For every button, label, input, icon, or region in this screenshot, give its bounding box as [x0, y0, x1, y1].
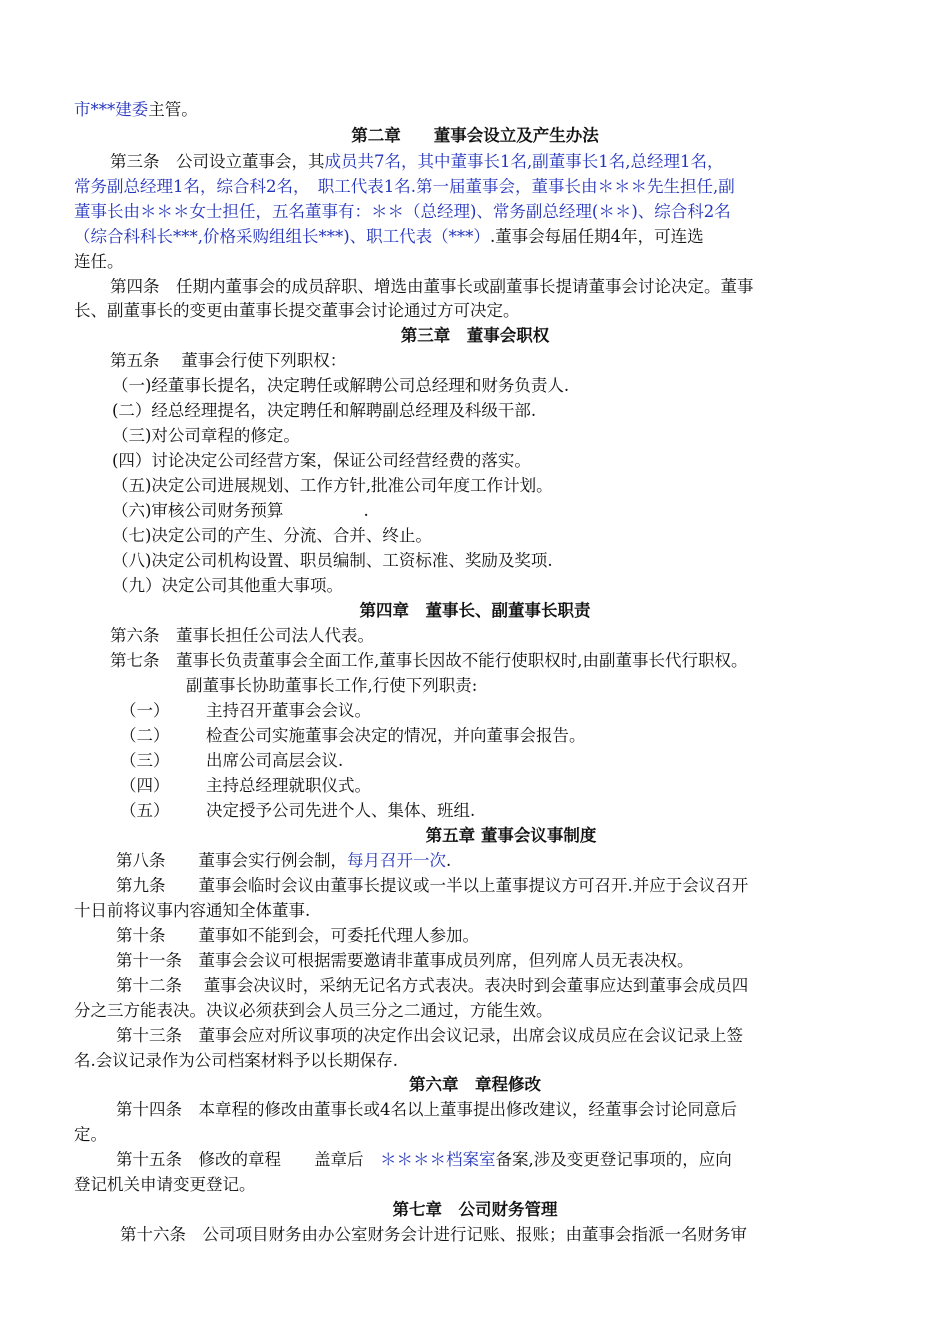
line-intro-supervisor: 市***建委主管。	[74, 100, 198, 119]
article-7-item: （三） 出席公司高层会议.	[120, 751, 344, 770]
article-14-line-1: 第十四条 本章程的修改由董事长或4名以上董事提出修改建议，经董事会讨论同意后	[116, 1100, 737, 1119]
article-7-item: （一） 主持召开董事会会议。	[120, 701, 371, 720]
article-14-line-2: 定。	[74, 1125, 107, 1144]
article-5-item: （三)对公司章程的修定。	[112, 426, 300, 445]
article-16-line-1: 第十六条 公司项目财务由办公室财务会计进行记账、报账；由董事会指派一名财务审	[120, 1225, 747, 1244]
article-5-item: （一)经董事长提名，决定聘任或解聘公司总经理和财务负责人.	[112, 376, 570, 395]
article-3-line-3: 董事长由＊＊＊女士担任，五名董事有：＊＊（总经理)、常务副总经理(＊＊)、综合科2名	[74, 202, 731, 221]
article-9-line-1: 第九条 董事会临时会议由董事长提议或一半以上董事提议方可召开.并应于会议召开	[116, 876, 749, 895]
chapter-4-heading: 第四章 董事长、副董事长职责	[359, 601, 591, 620]
article-3-line-5: 连任。	[74, 252, 124, 271]
article-3-line-4: （综合科科长***,价格采购组组长***)、职工代表（***）.董事会每届任期4年，可连选	[74, 227, 704, 246]
article-5-item: （七)决定公司的产生、分流、合并、终止。	[112, 526, 432, 545]
article-5-item: (二）经总经理提名，决定聘任和解聘副总经理及科级干部.	[112, 401, 537, 420]
chapter-2-heading: 第二章 董事会设立及产生办法	[351, 126, 599, 145]
supervisor-name: 市***建委	[74, 100, 149, 119]
article-7-line-2: 副董事长协助董事长工作,行使下列职责:	[186, 676, 478, 695]
article-5-item: （九）决定公司其他重大事项。	[112, 576, 343, 595]
article-8: 第八条 董事会实行例会制，每月召开一次.	[116, 851, 452, 870]
article-7-item: （五） 决定授予公司先进个人、集体、班组.	[120, 801, 476, 820]
article-5-item: （五)决定公司进展规划、工作方针,批准公司年度工作计划。	[112, 476, 553, 495]
article-7-item: （二） 检查公司实施董事会决定的情况，并向董事会报告。	[120, 726, 586, 745]
article-15-line-2: 登记机关申请变更登记。	[74, 1175, 256, 1194]
article-9-line-2: 十日前将议事内容通知全体董事.	[74, 901, 311, 920]
chapter-5-heading: 第五章 董事会议事制度	[425, 826, 597, 845]
article-3-line-2: 常务副总经理1名，综合科2名， 职工代表1名.第一届董事会，董事长由＊＊＊先生担任,副	[74, 177, 735, 196]
chapter-7-heading: 第七章 公司财务管理	[392, 1200, 558, 1219]
chapter-6-heading: 第六章 章程修改	[409, 1075, 541, 1094]
article-11: 第十一条 董事会会议可根据需要邀请非董事成员列席，但列席人员无表决权。	[116, 951, 694, 970]
article-5-item: （六)审核公司财务预算 .	[112, 501, 369, 520]
article-3-line-1: 第三条 公司设立董事会，其成员共7名，其中董事长1名,副董事长1名,总经理1名，	[110, 152, 724, 171]
article-13-line-2: 名.会议记录作为公司档案材料予以长期保存.	[74, 1051, 398, 1070]
article-7-item: （四） 主持总经理就职仪式。	[120, 776, 371, 795]
article-4-line-2: 长、副董事长的变更由董事长提交董事会讨论通过方可决定。	[74, 301, 520, 320]
article-10: 第十条 董事如不能到会，可委托代理人参加。	[116, 926, 479, 945]
article-5-item: （八)决定公司机构设置、职员编制、工资标准、奖励及奖项.	[112, 551, 553, 570]
article-5-item: (四）讨论决定公司经营方案，保证公司经营经费的落实。	[112, 451, 531, 470]
article-5-intro: 第五条 董事会行使下列职权：	[110, 351, 347, 370]
article-7-line-1: 第七条 董事长负责董事会全面工作,董事长因故不能行使职权时,由副董事长代行职权。	[110, 651, 748, 670]
article-4-line-1: 第四条 任期内董事会的成员辞职、增选由董事长或副董事长提请董事会讨论决定。董事	[110, 277, 754, 296]
article-12-line-1: 第十二条 董事会决议时，采纳无记名方式表决。表决时到会董事应达到董事会成员四	[116, 976, 749, 995]
article-12-line-2: 分之三方能表决。决议必须获到会人员三分之二通过，方能生效。	[74, 1001, 553, 1020]
article-13-line-1: 第十三条 董事会应对所议事项的决定作出会议记录，出席会议成员应在会议记录上签	[116, 1026, 743, 1045]
article-6: 第六条 董事长担任公司法人代表。	[110, 626, 374, 645]
chapter-3-heading: 第三章 董事会职权	[400, 326, 550, 345]
article-15-line-1: 第十五条 修改的章程 盖章后 ＊＊＊＊档案室备案,涉及变更登记事项的，应向	[116, 1150, 732, 1169]
